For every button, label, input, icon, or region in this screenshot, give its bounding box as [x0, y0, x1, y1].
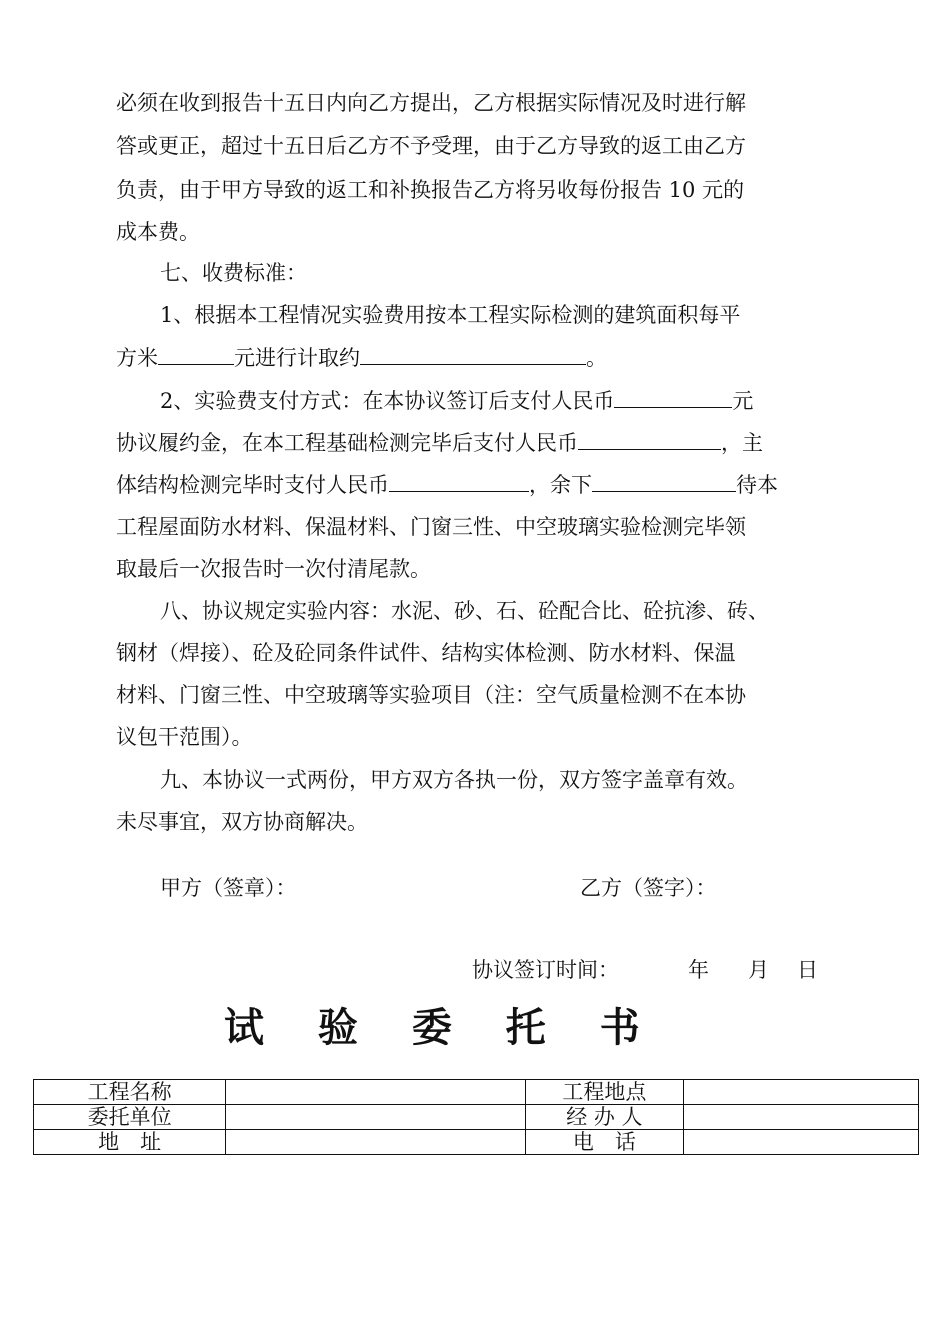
form-label-project-name: 工程名称	[34, 1080, 226, 1105]
text-line: 钢材（焊接）、砼及砼同条件试件、结构实体检测、防水材料、保温	[116, 641, 736, 665]
text-fragment: 元进行计取约	[234, 346, 360, 370]
table-row	[34, 1105, 919, 1130]
fill-blank-balance[interactable]	[592, 469, 736, 492]
form-label-handler: 经 办 人	[526, 1105, 683, 1130]
form-field-handler[interactable]	[683, 1105, 918, 1130]
fill-blank-unit-price[interactable]	[158, 342, 234, 365]
text-fragment: 待本	[736, 473, 778, 497]
fill-blank-foundation-payment[interactable]	[578, 427, 721, 450]
text-fragment: 方米	[116, 346, 158, 370]
date-month-label: 月	[748, 958, 769, 982]
text-line: 负责，由于甲方导致的返工和补换报告乙方将另收每份报告 10 元的	[116, 178, 745, 202]
text-line	[116, 338, 607, 378]
commission-form-table	[33, 1079, 919, 1155]
text-fragment: ，余下	[529, 473, 592, 497]
party-b-signature-label: 乙方（签字）：	[580, 876, 717, 900]
date-year-label: 年	[688, 958, 709, 982]
text-line: 必须在收到报告十五日内向乙方提出，乙方根据实际情况及时进行解	[116, 91, 746, 115]
text-fragment: 。	[586, 346, 607, 370]
text-fragment: 体结构检测完毕时支付人民币	[116, 473, 389, 497]
text-line: 取最后一次报告时一次付清尾款。	[116, 557, 431, 581]
table-row	[34, 1130, 919, 1155]
fill-blank-total[interactable]	[360, 342, 586, 365]
text-line	[116, 465, 778, 505]
text-line: 未尽事宜，双方协商解决。	[116, 810, 368, 834]
fill-blank-deposit[interactable]	[614, 385, 732, 408]
form-label-phone: 电 话	[526, 1130, 683, 1155]
text-line: 九、本协议一式两份，甲方双方各执一份，双方签字盖章有效。	[160, 768, 748, 792]
party-a-signature-label: 甲方（签章）：	[160, 876, 297, 900]
text-line	[116, 423, 763, 463]
text-fragment: 元	[732, 389, 754, 413]
text-fragment: ，主	[721, 431, 763, 455]
text-line: 成本费。	[116, 220, 200, 244]
fill-blank-structure-payment[interactable]	[389, 469, 529, 492]
text-line: 议包干范围）。	[116, 725, 253, 749]
text-line: 答或更正，超过十五日后乙方不予受理，由于乙方导致的返工由乙方	[116, 134, 746, 158]
text-fragment: 2、实验费支付方式：在本协议签订后支付人民币	[160, 389, 615, 413]
date-day-label: 日	[797, 958, 818, 982]
form-label-project-location: 工程地点	[526, 1080, 683, 1105]
form-label-client-unit: 委托单位	[34, 1105, 226, 1130]
sign-date-label: 协议签订时间：	[472, 958, 619, 982]
text-line: 八、协议规定实验内容：水泥、砂、石、砼配合比、砼抗渗、砖、	[160, 599, 769, 623]
text-line: 材料、门窗三性、中空玻璃等实验项目（注：空气质量检测不在本协	[116, 683, 746, 707]
text-line	[160, 381, 753, 421]
text-line: 1、根据本工程情况实验费用按本工程实际检测的建筑面积每平	[160, 303, 741, 327]
form-field-address[interactable]	[226, 1130, 526, 1155]
form-title: 试 验 委 托 书	[224, 1005, 660, 1051]
form-label-address: 地 址	[34, 1130, 226, 1155]
form-field-project-location[interactable]	[683, 1080, 918, 1105]
form-field-phone[interactable]	[683, 1130, 918, 1155]
table-row	[34, 1080, 919, 1105]
text-fragment: 协议履约金，在本工程基础检测完毕后支付人民币	[116, 431, 578, 455]
section-heading-fees: 七、收费标准：	[160, 261, 307, 285]
form-field-project-name[interactable]	[226, 1080, 526, 1105]
form-field-client-unit[interactable]	[226, 1105, 526, 1130]
text-line: 工程屋面防水材料、保温材料、门窗三性、中空玻璃实验检测完毕领	[116, 515, 746, 539]
